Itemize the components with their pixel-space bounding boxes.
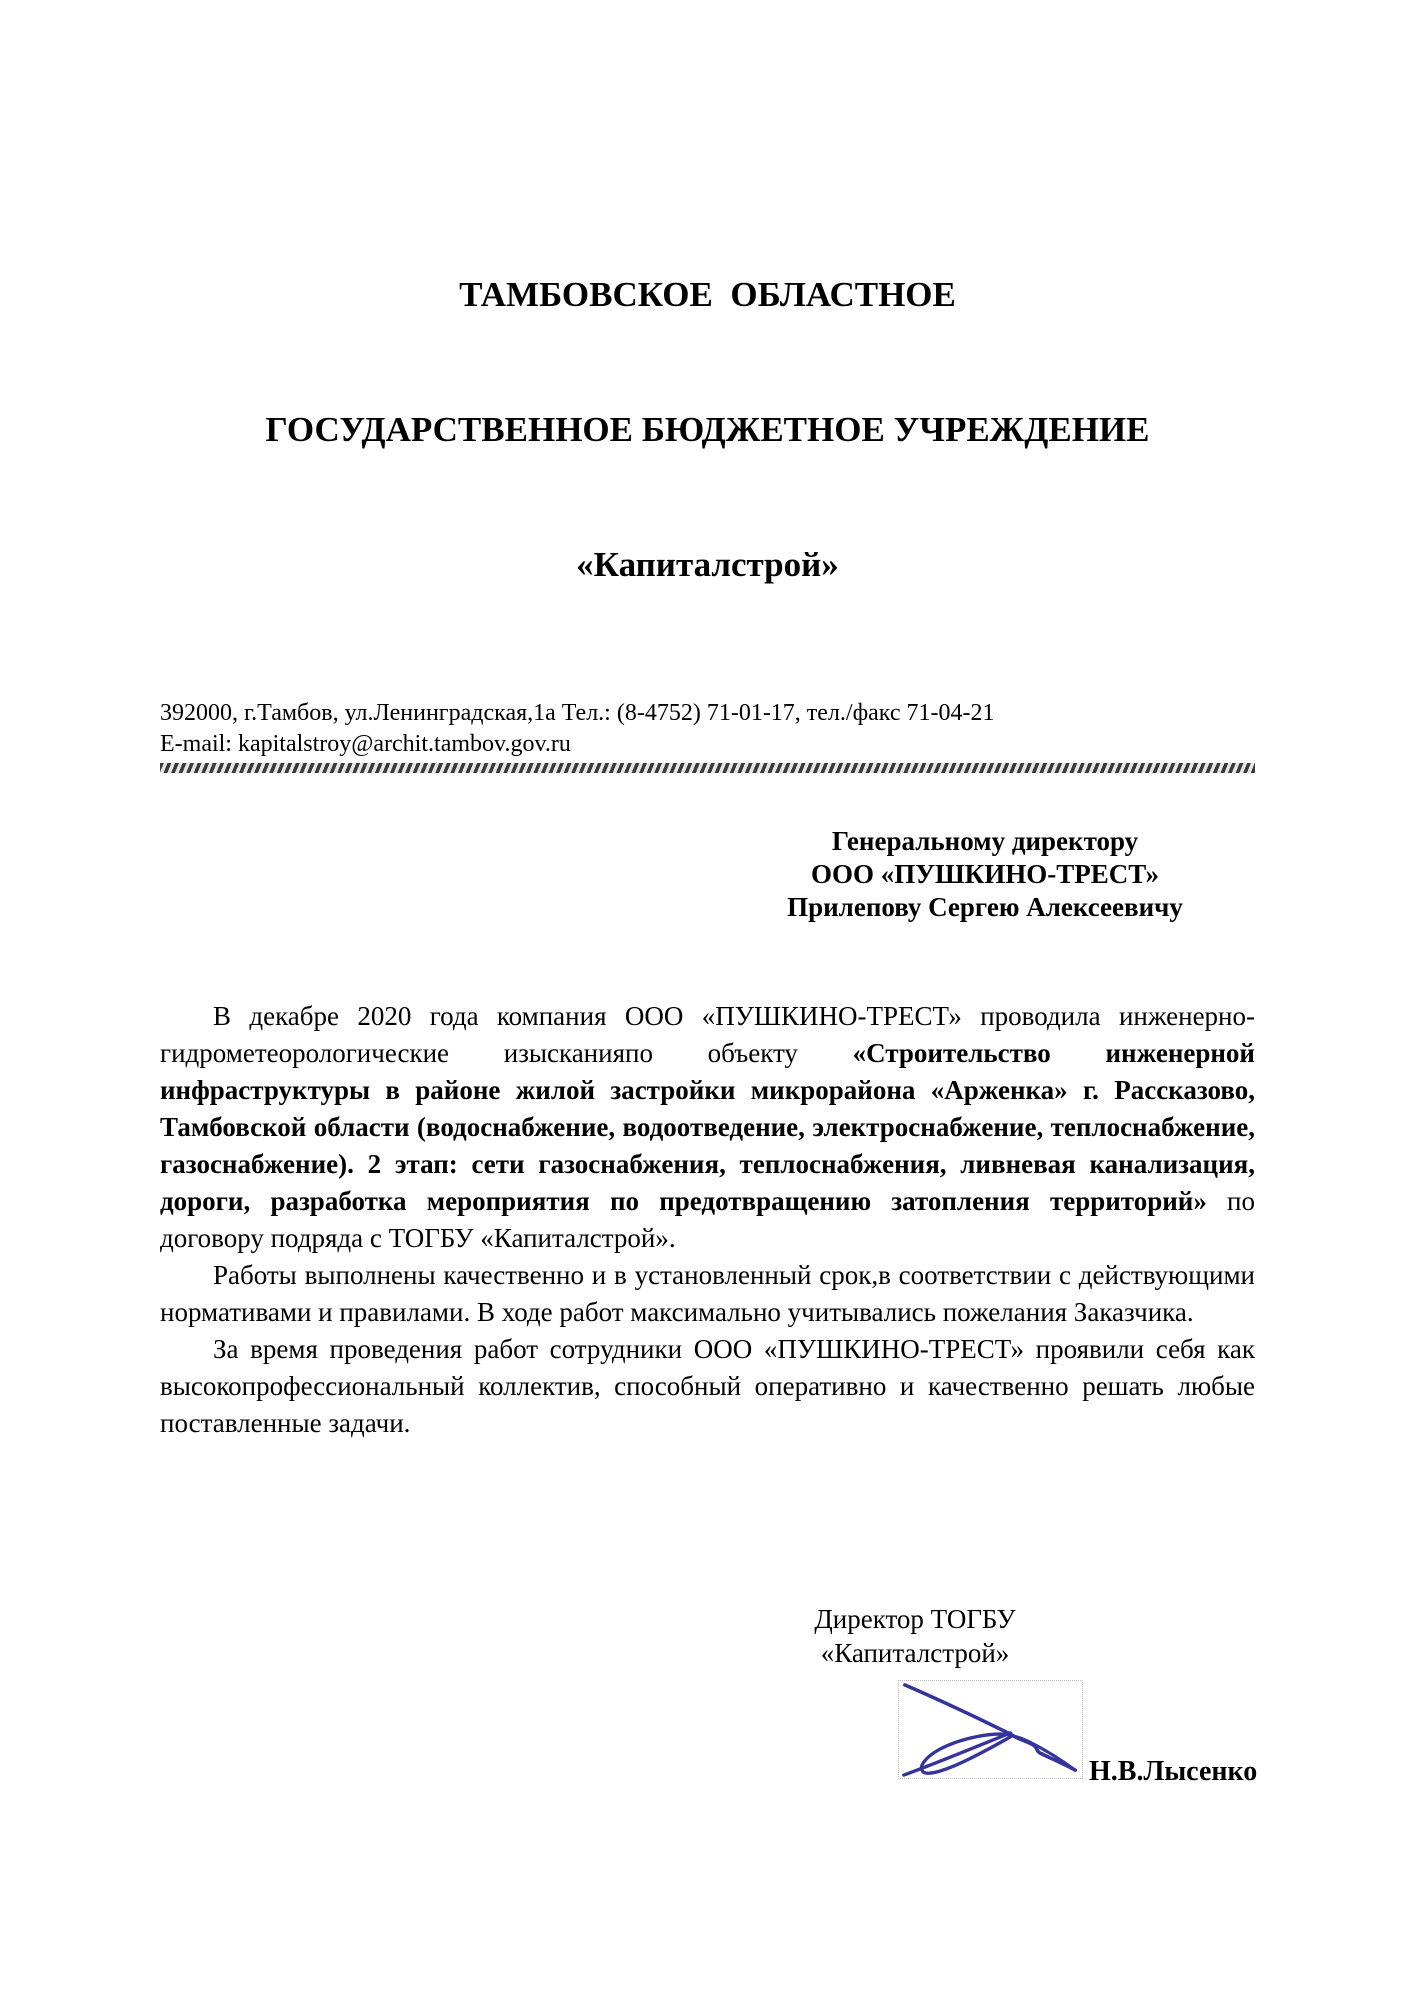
signatory-name: Н.В.Лысенко [1089, 1756, 1258, 1787]
org-title [160, 182, 1255, 677]
signature-image [898, 1680, 1083, 1779]
body-text: За время проведения работ сотрудники ООО «ПУШКИНО-ТРЕСТ» проявили себя как высокопрофессиональный коллектив, способный оперативно и качественно решать любые поставленные задачи. [160, 1334, 1255, 1438]
contact-address: 392000, г.Тамбов, ул.Ленинградская,1а Тел.: (8-4752) 71-01-17, тел./факс 71-04-21 [160, 700, 995, 726]
recipient-person: Прилепову Сергею Алексеевичу [787, 892, 1183, 922]
letter-body [160, 998, 1255, 1442]
body-paragraph [160, 1257, 1255, 1331]
signatory-position-line1: Директор ТОГБУ [814, 1604, 1016, 1634]
recipient-block [725, 825, 1245, 924]
signature-row [898, 1680, 1258, 1787]
hatched-divider [160, 763, 1255, 773]
body-text-bold: «Строительство инженерной инфраструктуры в районе жилой застройки микрорайона «Арженка» г. Рассказово, Тамбовской области (водоснабжение, водоотведение, электроснабжение, теплоснабжение, газоснабжение). 2 этап: сети газоснабжения, теплоснабжения, ливневая канализация, дороги, разработка мероприятия по предотвращению затопления территорий» [160, 1038, 1255, 1216]
body-paragraph [160, 1331, 1255, 1442]
body-paragraph [160, 998, 1255, 1257]
signatory-position-line2: «Капиталстрой» [820, 1638, 1010, 1668]
contact-email: E-mail: kapitalstroy@archit.tambov.gov.ru [160, 731, 571, 757]
body-text: В декабре 2020 года компания ООО «ПУШКИНО-ТРЕСТ» проводила инженерно-гидрометеорологические изысканияпо объекту [160, 1001, 1255, 1068]
org-title-line1: ТАМБОВСКОЕ ОБЛАСТНОЕ [459, 275, 956, 314]
org-title-line2: ГОСУДАРСТВЕННОЕ БЮДЖЕТНОЕ УЧРЕЖДЕНИЕ [265, 410, 1150, 449]
contact-info [160, 698, 1255, 760]
body-text: по договору подряда с ТОГБУ «Капиталстрой». [160, 1186, 1255, 1253]
org-title-name: «Капиталстрой» [576, 545, 839, 584]
recipient-position: Генеральному директору [831, 826, 1139, 856]
body-text: Работы выполнены качественно и в установленный срок,в соответствии с действующими нормативами и правилами. В ходе работ максимально учитывались пожелания Заказчика. [160, 1260, 1255, 1327]
recipient-company: ООО «ПУШКИНО-ТРЕСТ» [810, 859, 1160, 889]
signature-scribble-icon [899, 1681, 1082, 1778]
signatory-title [765, 1602, 1065, 1670]
